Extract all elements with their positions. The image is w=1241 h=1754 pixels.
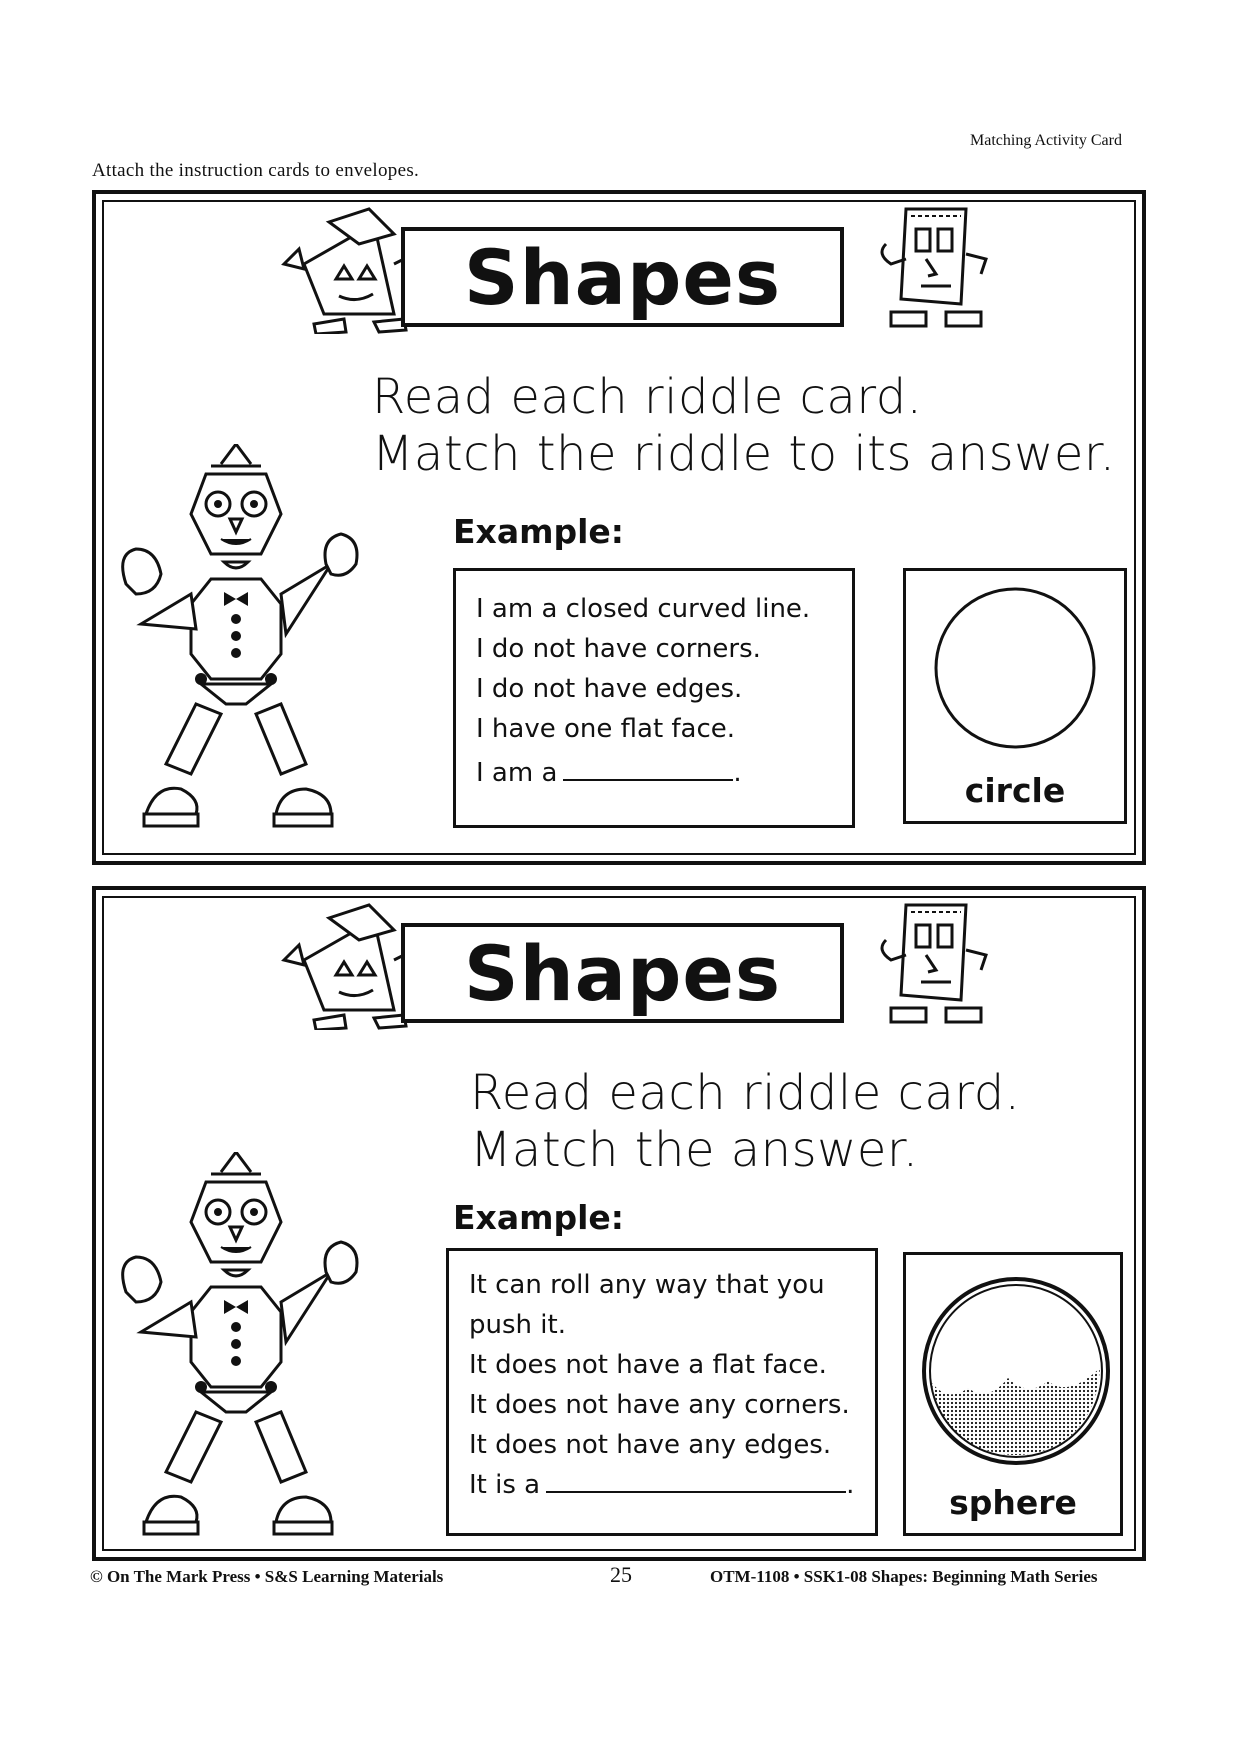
answer-blank bbox=[546, 1465, 846, 1493]
robot-figure-illustration bbox=[116, 1152, 376, 1552]
riddle-end: . bbox=[733, 758, 742, 788]
answer-label: sphere bbox=[949, 1483, 1077, 1522]
instruction-text: Attach the instruction cards to envelopes. bbox=[92, 160, 420, 181]
circle-shape-illustration bbox=[930, 583, 1100, 753]
riddle-prompt: I am a bbox=[476, 758, 558, 788]
riddle-answer-line bbox=[476, 753, 832, 793]
riddle-prompt: It is a bbox=[469, 1470, 541, 1500]
riddle-line: It does not have a flat face. bbox=[469, 1350, 827, 1380]
header-label: Matching Activity Card bbox=[970, 132, 1122, 149]
answer-card bbox=[903, 1252, 1123, 1536]
answer-card bbox=[903, 568, 1127, 824]
sphere-shape-illustration bbox=[918, 1273, 1114, 1469]
riddle-answer-line bbox=[469, 1465, 855, 1505]
riddle-line: I am a closed curved line. bbox=[476, 594, 811, 624]
riddle-line: It can roll any way that you bbox=[469, 1270, 825, 1300]
riddle-line: I have one flat face. bbox=[476, 714, 736, 744]
rectangle-mascot-illustration bbox=[866, 900, 1016, 1030]
directions-line-2: Match the answer. bbox=[470, 1122, 919, 1178]
rectangle-mascot-illustration bbox=[866, 204, 1016, 334]
answer-label: circle bbox=[964, 771, 1066, 810]
directions-line-1: Read each riddle card. bbox=[470, 1065, 1021, 1121]
directions-line-2: Match the riddle to its answer. bbox=[372, 426, 1116, 482]
footer-publisher: © On The Mark Press • S&S Learning Materials bbox=[90, 1567, 444, 1586]
example-label: Example: bbox=[453, 1198, 624, 1237]
riddle-line: It does not have any corners. bbox=[469, 1390, 850, 1420]
riddle-line: I do not have edges. bbox=[476, 674, 743, 704]
riddle-line: I do not have corners. bbox=[476, 634, 761, 664]
card-title: Shapes bbox=[401, 923, 844, 1023]
activity-card-circle bbox=[92, 190, 1146, 865]
example-label: Example: bbox=[453, 512, 624, 551]
footer-series: OTM-1108 • SSK1-08 Shapes: Beginning Math Series bbox=[710, 1567, 1098, 1586]
riddle-line: It does not have any edges. bbox=[469, 1430, 832, 1460]
robot-figure-illustration bbox=[116, 444, 376, 844]
riddle-end: . bbox=[846, 1470, 855, 1500]
riddle-card bbox=[446, 1248, 878, 1536]
page-number: 25 bbox=[610, 1562, 632, 1587]
directions-line-1: Read each riddle card. bbox=[372, 369, 923, 425]
answer-blank bbox=[563, 753, 733, 781]
riddle-line: push it. bbox=[469, 1310, 566, 1340]
card-title: Shapes bbox=[401, 227, 844, 327]
riddle-card bbox=[453, 568, 855, 828]
activity-card-sphere bbox=[92, 886, 1146, 1561]
